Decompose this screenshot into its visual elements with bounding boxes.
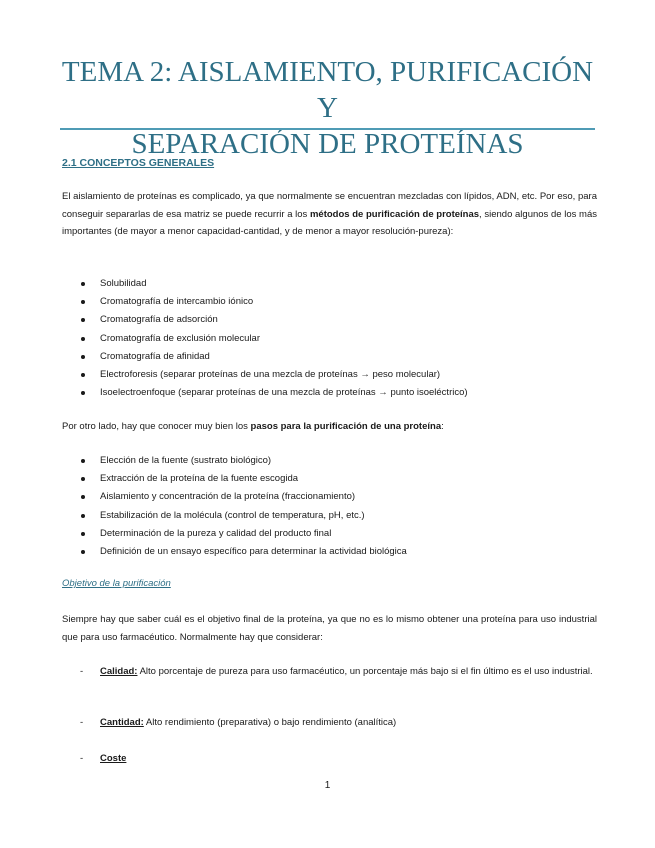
objective-heading: Objetivo de la purificación <box>62 578 171 589</box>
list-item-text: Electroforesis (separar proteínas de una mezcla de proteínas → peso molecular) <box>100 368 441 380</box>
consideration-label: Cantidad: <box>100 717 144 728</box>
list-item-text: Definición de un ensayo específico para determinar la actividad biológica <box>100 545 407 557</box>
bullet-icon <box>81 514 85 518</box>
list-item <box>62 543 597 561</box>
intro-bold-term: métodos de purificación de proteínas <box>309 208 480 220</box>
list-item-text: Cromatografía de exclusión molecular <box>100 332 260 344</box>
bullet-icon <box>81 355 85 359</box>
steps-intro-paragraph <box>62 418 597 436</box>
objective-paragraph: Siempre hay que saber cuál es el objetivo final de la proteína, ya que no es lo mismo obtener una proteína para uso industrial que para uso farmacéutico. Normalmente hay que considerar: <box>62 614 597 643</box>
list-item <box>62 311 597 329</box>
bullet-icon <box>81 318 85 322</box>
list-item-text: Cromatografía de adsorción <box>100 314 218 326</box>
dash-marker: - <box>80 717 84 728</box>
consideration-cost <box>62 750 597 768</box>
list-item <box>62 366 597 384</box>
steps-list <box>62 452 597 561</box>
section-heading: 2.1 CONCEPTOS GENERALES <box>62 157 215 169</box>
steps-intro-bold-term: pasos para la purificación de una proteína <box>250 421 442 432</box>
title-line-1: TEMA 2: AISLAMIENTO, PURIFICACIÓN Y <box>61 56 594 124</box>
bullet-icon <box>81 495 85 499</box>
bullet-icon <box>81 391 85 395</box>
list-item <box>62 488 597 506</box>
list-item-text: Extracción de la proteína de la fuente escogida <box>100 473 299 485</box>
dash-marker: - <box>80 753 84 764</box>
list-item-text: Cromatografía de afinidad <box>100 350 210 362</box>
bullet-icon <box>81 459 85 463</box>
list-item <box>62 293 597 311</box>
dash-marker: - <box>80 666 84 677</box>
list-item-text: Estabilización de la molécula (control de temperatura, pH, etc.) <box>100 509 365 521</box>
consideration-label: Calidad: <box>100 666 138 677</box>
list-item-text: Elección de la fuente (sustrato biológico) <box>100 455 272 466</box>
list-item-text: Cromatografía de intercambio iónico <box>100 296 254 308</box>
bullet-icon <box>81 282 85 286</box>
steps-intro-text-start: Por otro lado, hay que conocer muy bien los <box>62 421 251 432</box>
list-item <box>62 330 597 348</box>
list-item <box>62 275 597 293</box>
steps-intro-text-end: : <box>441 421 444 432</box>
bullet-icon <box>81 477 85 481</box>
intro-paragraph <box>62 188 597 241</box>
bullet-icon <box>81 337 85 341</box>
list-item <box>62 470 597 488</box>
bullet-icon <box>81 532 85 536</box>
page-number: 1 <box>324 780 331 791</box>
list-item-text: Determinación de la pureza y calidad del producto final <box>100 527 332 539</box>
intro-text-start: El aislamiento de proteínas es complicado, ya que normalmente se encuentran mezcladas con lípidos, ADN, etc. Por eso, para conseguir separarlas de esa matriz se puede recurrir a los <box>62 191 597 220</box>
consideration-text: Alto rendimiento (preparativa) o bajo rendimiento (analítica) <box>143 717 397 728</box>
list-item-text: Solubilidad <box>100 278 147 289</box>
title-divider <box>60 128 595 130</box>
list-item <box>62 348 597 366</box>
list-item-text: Isoelectroenfoque (separar proteínas de una mezcla de proteínas → punto isoeléctrico) <box>100 387 468 399</box>
consideration-text: Alto porcentaje de pureza para uso farmacéutico, un porcentaje más bajo si el fin último es el uso industrial. <box>137 666 593 677</box>
list-item <box>62 525 597 543</box>
bullet-icon <box>81 373 85 377</box>
title-line-2: SEPARACIÓN DE PROTEÍNAS <box>131 128 524 160</box>
list-item-text: Aislamiento y concentración de la proteína (fraccionamiento) <box>100 491 356 503</box>
page-title <box>50 54 605 162</box>
bullet-icon <box>81 550 85 554</box>
consideration-quantity <box>62 714 597 732</box>
bullet-icon <box>81 300 85 304</box>
consideration-quality <box>62 663 597 681</box>
consideration-label: Coste <box>100 753 127 764</box>
list-item <box>62 384 597 402</box>
list-item <box>62 507 597 525</box>
intro-text-end: , siendo algunos de los más importantes (de mayor a menor capacidad-cantidad, y de menor a mayor resolución-pureza): <box>62 208 597 237</box>
list-item <box>62 452 597 470</box>
methods-list <box>62 275 597 402</box>
